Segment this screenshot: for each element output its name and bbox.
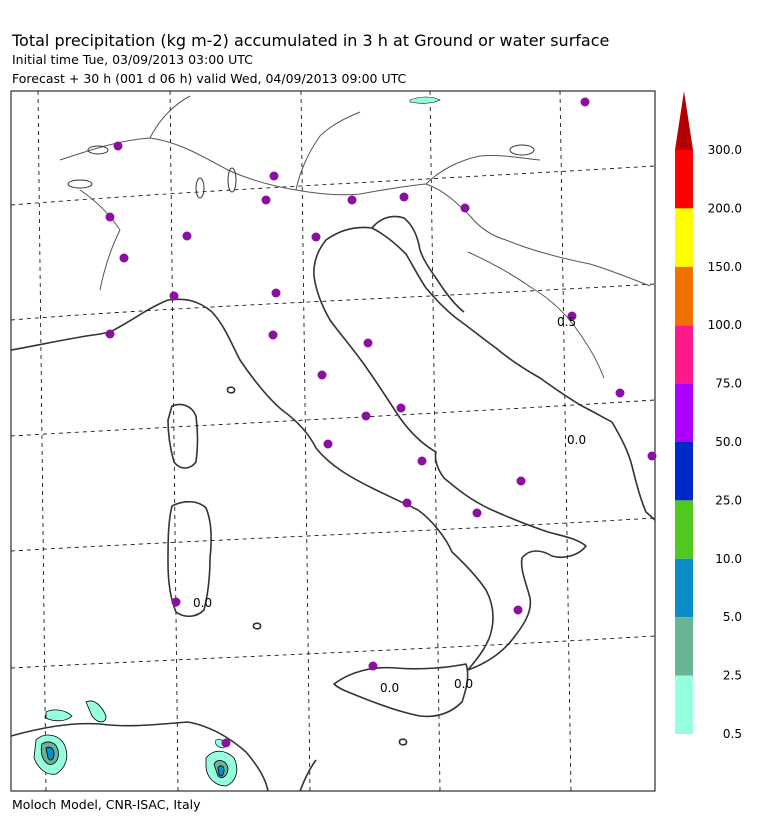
model-credit: Moloch Model, CNR-ISAC, Italy: [12, 797, 201, 812]
legend-color-swatch: [675, 150, 693, 208]
initial-time: Initial time Tue, 03/09/2013 03:00 UTC: [12, 52, 253, 67]
value-label: 0.0: [380, 681, 400, 695]
value-label: 0.0: [193, 596, 213, 610]
legend-top-arrow: [675, 91, 693, 150]
legend-color-swatch: [675, 500, 693, 558]
legend-level-label: 50.0: [715, 435, 742, 449]
legend-color-swatch: [675, 559, 693, 617]
legend-level-label: 5.0: [722, 610, 742, 625]
value-label: 0.0: [567, 433, 587, 447]
map-title: Total precipitation (kg m-2) accumulated in 3 h at Ground or water surface: [12, 31, 610, 50]
legend-level-label: 100.0: [707, 318, 742, 333]
legend-level-label: 2.5: [722, 668, 742, 683]
legend-level-label: 0.5: [722, 727, 742, 741]
legend-color-swatch: [675, 208, 693, 266]
value-label: 0.5: [557, 315, 577, 329]
legend-level-label: 10.0: [715, 551, 742, 566]
legend-color-swatch: [675, 617, 693, 675]
forecast-valid-time: Forecast + 30 h (001 d 06 h) valid Wed, 04/09/2013 09:00 UTC: [12, 71, 407, 86]
legend-color-swatch: [675, 325, 693, 383]
legend-level-label: 300.0: [707, 143, 742, 157]
legend-level-label: 200.0: [707, 201, 742, 216]
value-label: 0.0: [454, 677, 474, 691]
legend-level-label: 75.0: [715, 376, 742, 391]
legend-color-swatch: [675, 676, 693, 734]
legend-color-swatch: [675, 442, 693, 500]
legend-level-label: 25.0: [715, 493, 742, 508]
legend-color-swatch: [675, 267, 693, 325]
legend-level-label: 150.0: [707, 259, 742, 274]
legend-color-swatch: [675, 384, 693, 442]
